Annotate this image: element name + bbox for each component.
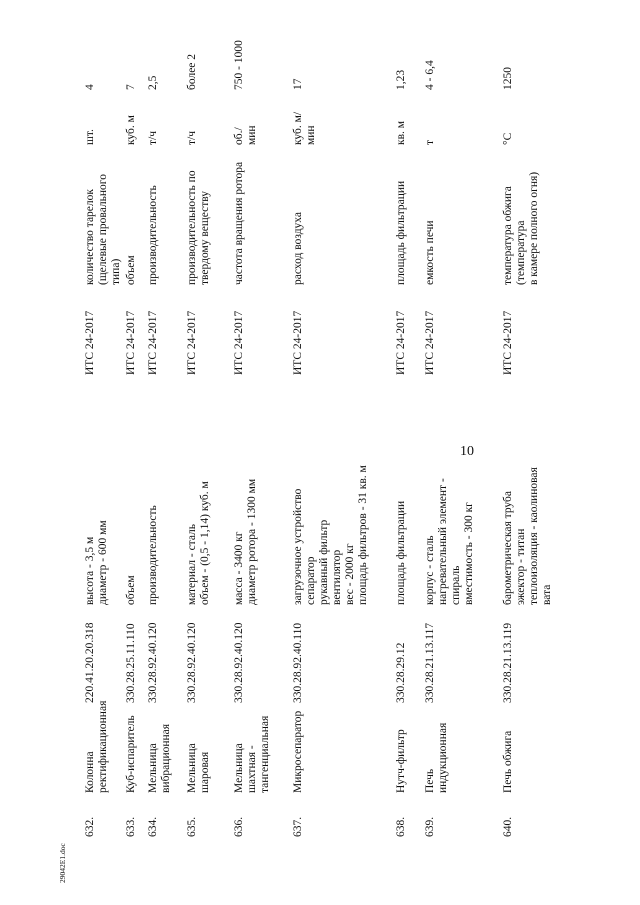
okpd-code: 330.28.92.40.110 <box>292 622 304 703</box>
equipment-name <box>292 711 305 793</box>
technical-spec-line: площадь фильтрации <box>395 500 407 605</box>
unit <box>125 115 138 145</box>
technical-spec <box>186 481 212 605</box>
equipment-name-line: шаровая <box>199 751 211 793</box>
unit-line: шт. <box>84 129 96 145</box>
parameter-value: 1250 <box>502 67 514 90</box>
equipment-name <box>125 715 138 793</box>
parameter-name <box>186 170 212 285</box>
equipment-name-line: индукционная <box>437 722 449 793</box>
technical-spec <box>125 575 138 605</box>
document-footer: 29042E1.doc <box>58 843 67 883</box>
parameter-value: 1,23 <box>395 69 407 90</box>
parameter-value: 2,5 <box>147 75 159 90</box>
parameter-value: 4 - 6,4 <box>424 60 436 90</box>
parameter-name-line: типа) <box>110 258 122 285</box>
its-reference: ИТС 24-2017 <box>233 310 245 375</box>
technical-spec-line: эжектор - титан <box>515 528 527 605</box>
equipment-name <box>424 723 450 793</box>
parameter-value: 7 <box>125 84 137 90</box>
unit <box>233 125 259 145</box>
parameter-name-line: площадь фильтрации <box>395 180 407 285</box>
unit-line: об./ <box>233 127 245 145</box>
okpd-code: 330.28.29.12 <box>395 642 407 703</box>
equipment-name-line: Печь <box>424 768 436 793</box>
technical-spec <box>84 520 110 605</box>
equipment-name-line: Мельница <box>233 743 245 793</box>
parameter-name-line: производительность <box>147 185 159 285</box>
row-number: 633. <box>125 816 137 837</box>
technical-spec-line: диаметр - 600 мм <box>97 520 109 605</box>
parameter-value: 4 <box>84 84 96 90</box>
technical-spec-line: спираль <box>450 565 462 605</box>
technical-spec <box>395 501 408 605</box>
row-number: 634. <box>147 816 159 837</box>
technical-spec-line: масса - 3400 кг <box>233 531 245 605</box>
technical-spec-line: материал - сталь <box>186 523 198 605</box>
technical-spec-line: вес - 2000 кг <box>344 543 356 605</box>
equipment-name <box>233 716 272 793</box>
row-number: 632. <box>84 816 96 837</box>
parameter-name-line: объем <box>125 255 137 285</box>
technical-spec-line: корпус - сталь <box>424 535 436 605</box>
technical-spec-line: загрузочное устройство <box>292 488 304 605</box>
row-number: 638. <box>395 816 407 837</box>
equipment-name-line: ректификационная <box>97 700 109 793</box>
technical-spec <box>233 479 259 605</box>
its-reference: ИТС 24-2017 <box>84 310 96 375</box>
technical-spec-line: вместимость - 300 кг <box>463 502 475 605</box>
equipment-name <box>147 724 173 793</box>
unit-line: кв. м <box>395 120 407 145</box>
equipment-name <box>395 729 408 793</box>
row-number: 635. <box>186 816 198 837</box>
its-reference: ИТС 24-2017 <box>395 310 407 375</box>
row-number: 639. <box>424 816 436 837</box>
unit-line: куб. м/ <box>292 111 304 145</box>
unit-line: т/ч <box>186 130 198 145</box>
equipment-name-line: Микросепаратор <box>292 710 304 793</box>
its-reference: ИТС 24-2017 <box>424 310 436 375</box>
its-reference: ИТС 24-2017 <box>147 310 159 375</box>
equipment-name-line: Мельница <box>186 743 198 793</box>
unit-line: т/ч <box>147 130 159 145</box>
parameter-value: 750 - 1000 <box>233 40 245 90</box>
parameter-name-line: в камере полного огня) <box>528 171 540 285</box>
parameter-name-line: частота вращения ротора <box>233 161 245 285</box>
row-number: 637. <box>292 816 304 837</box>
technical-spec-line: вентилятор <box>331 549 343 605</box>
technical-spec-line: площадь фильтров - 31 кв. м <box>357 465 369 605</box>
unit <box>84 129 97 145</box>
technical-spec-line: сепаратор <box>305 556 317 605</box>
parameter-name-line: (щелевые провального <box>97 174 109 285</box>
equipment-name <box>84 701 110 793</box>
okpd-code: 330.28.25.11.110 <box>125 623 137 703</box>
parameter-name-line: количество тарелок <box>84 189 96 285</box>
equipment-name <box>186 743 212 793</box>
technical-spec <box>424 478 476 605</box>
unit-line: °С <box>502 132 514 145</box>
parameter-name <box>147 185 160 285</box>
unit <box>502 133 515 145</box>
parameter-name-line: температура обжига <box>502 186 514 285</box>
equipment-name-line: вибрационная <box>160 723 172 793</box>
parameter-value: 17 <box>292 78 304 90</box>
parameter-name-line: производительность по <box>186 170 198 285</box>
technical-spec-line: диаметр ротора - 1300 мм <box>246 478 258 605</box>
technical-spec-line: нагревательный элемент - <box>437 478 449 605</box>
technical-spec-line: рукавный фильтр <box>318 519 330 605</box>
parameter-name <box>84 174 123 285</box>
technical-spec-line: объем - (0,5 - 1,14) куб. м <box>199 481 211 605</box>
unit <box>424 140 437 145</box>
technical-spec-line: барометрическая труба <box>502 491 514 605</box>
parameter-value: более 2 <box>186 53 198 90</box>
technical-spec-line: высота - 3,5 м <box>84 536 96 605</box>
technical-spec <box>292 465 370 605</box>
equipment-name-line: Мельница <box>147 743 159 793</box>
its-reference: ИТС 24-2017 <box>292 310 304 375</box>
parameter-name <box>502 172 541 285</box>
its-reference: ИТС 24-2017 <box>125 310 137 375</box>
parameter-name <box>424 220 437 285</box>
okpd-code: 330.28.21.13.119 <box>502 622 514 703</box>
equipment-name-line: Колонна <box>84 751 96 793</box>
page-number: 10 <box>460 444 474 459</box>
unit <box>395 121 408 145</box>
technical-spec-line: теплоизоляция - каолиновая <box>528 467 540 605</box>
unit-line: куб. м <box>125 115 137 145</box>
its-reference: ИТС 24-2017 <box>502 310 514 375</box>
technical-spec <box>147 505 160 605</box>
technical-spec-line: вата <box>541 584 553 605</box>
technical-spec-line: производительность <box>147 505 159 605</box>
unit-line: т <box>424 139 436 145</box>
parameter-name-line: твердому веществу <box>199 190 211 285</box>
parameter-name <box>395 181 408 285</box>
unit <box>186 131 199 145</box>
technical-spec-line: объем <box>125 575 137 605</box>
okpd-code: 330.28.21.13.117 <box>424 622 436 703</box>
equipment-name <box>502 731 515 793</box>
unit <box>292 112 318 145</box>
row-number: 640. <box>502 816 514 837</box>
parameter-name <box>125 255 138 285</box>
unit-line: мин <box>305 125 317 145</box>
parameter-name-line: емкость печи <box>424 220 436 285</box>
row-number: 636. <box>233 816 245 837</box>
its-reference: ИТС 24-2017 <box>186 310 198 375</box>
unit <box>147 131 160 145</box>
okpd-code: 220.41.20.20.318 <box>84 622 96 703</box>
parameter-name-line: (температура <box>515 220 527 285</box>
okpd-code: 330.28.92.40.120 <box>233 622 245 703</box>
equipment-name-line: Печь обжига <box>502 730 514 793</box>
equipment-name-line: Нутч-фильтр <box>395 729 407 793</box>
technical-spec <box>502 467 554 605</box>
equipment-name-line: тангенциальная <box>259 715 271 793</box>
equipment-name-line: шахтная - <box>246 745 258 793</box>
okpd-code: 330.28.92.40.120 <box>186 622 198 703</box>
okpd-code: 330.28.92.40.120 <box>147 622 159 703</box>
unit-line: мин <box>246 125 258 145</box>
equipment-name-line: Куб-испаритель <box>125 715 137 793</box>
parameter-name <box>233 162 246 285</box>
parameter-name-line: расход воздуха <box>292 211 304 285</box>
parameter-name <box>292 212 305 285</box>
